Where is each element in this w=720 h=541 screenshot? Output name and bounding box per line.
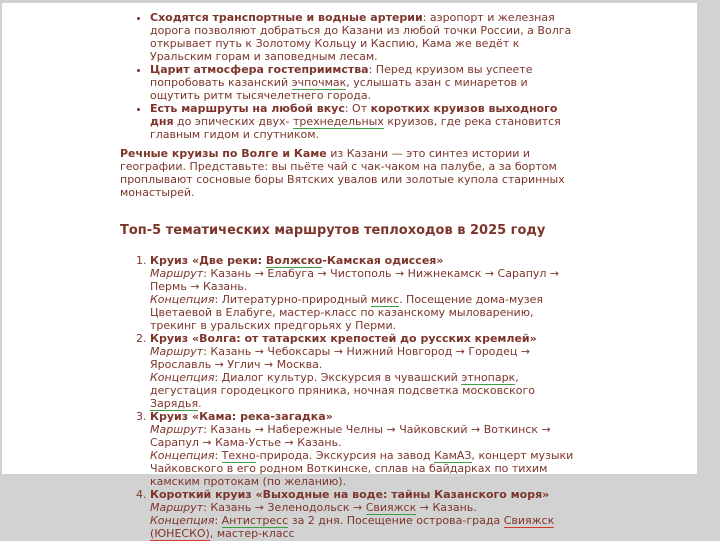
section-heading: Топ-5 тематических маршрутов теплоходов в 2025 году: [120, 223, 546, 238]
route-item: [150, 410, 576, 488]
text-segment: → Казань.: [416, 501, 477, 514]
green-underlined-term: Техно: [221, 449, 256, 462]
text-segment: : От: [344, 102, 371, 115]
route-itinerary: [150, 501, 576, 514]
bold-text: Круиз «Две реки:: [150, 254, 266, 267]
bullet-item: [150, 11, 576, 63]
route-concept: [150, 293, 576, 332]
document-content: [2, 3, 576, 540]
text-segment: : Перед круизом вы успеете попробовать казанский: [150, 63, 533, 89]
text-segment: : аэропорт и железная дорога позволяют добраться до Казани из любой точки России, а Волга открывает путь к Золотому Кольцу и Каспию, Кама же ведёт к Уральским горам и заповедным лесам.: [150, 11, 572, 63]
route-title: [150, 332, 576, 345]
text-segment: : Казань → Набережные Челны → Чайковский → Воткинск → Сарапул → Кама-Устье → Казань.: [150, 423, 551, 449]
bold-text: -Камская одиссея»: [322, 254, 444, 267]
green-underlined-term: Свияжск: [365, 501, 417, 514]
green-underlined-term: КамАЗ: [434, 449, 472, 462]
text-segment: :: [214, 449, 222, 462]
route-itinerary: [150, 267, 576, 293]
text-segment: , мастер-класс: [209, 527, 295, 540]
text-segment: .: [198, 397, 202, 410]
bold-text: Речные круизы по Волге и Каме: [120, 147, 327, 160]
text-segment: из Казани — это синтез истории и географии. Представьте: вы пьёте чай с чак-чаком на палубе, а за бортом проплывают сосновые боры Вятских увалов или золотые купола старинных монастырей.: [120, 147, 565, 199]
route-item: [150, 254, 576, 332]
route-concept: [150, 449, 576, 488]
bold-text: Сходятся транспортные и водные артерии: [150, 11, 423, 24]
green-underlined-term: микс: [370, 293, 400, 306]
text-segment: : Диалог культур. Экскурсия в чувашский: [214, 371, 462, 384]
bullet-item: [150, 102, 576, 141]
route-concept: [150, 514, 576, 540]
bold-text: Круиз «Кама: река-загадка»: [150, 410, 333, 423]
green-underlined-term: трехнедельных: [292, 115, 384, 128]
route-itinerary: [150, 423, 576, 449]
green-underlined-term: этнопарк: [461, 371, 516, 384]
route-title: [150, 410, 576, 423]
bold-text: Короткий круиз «Выходные на воде: тайны Казанского моря»: [150, 488, 550, 501]
italic-label: Концепция: [150, 371, 215, 384]
text-segment: : Литературно-природный: [214, 293, 371, 306]
text-segment: , концерт музыки Чайковского в его родном Воткинске, сплав на байдарках по тихим камским протокам (по желанию).: [150, 449, 574, 488]
text-segment: :: [214, 514, 222, 527]
green-underlined-term: Антистресс: [221, 514, 289, 527]
text-segment: . Посещение дома-музея Цветаевой в Елабуге, мастер-класс по казанскому мыловарению, трекинг в уральских предгорьях у Перми.: [150, 293, 543, 332]
route-itinerary: [150, 345, 576, 371]
italic-label: Концепция: [150, 449, 215, 462]
bullet-text: [150, 102, 561, 141]
italic-label: Маршрут: [150, 267, 204, 280]
bold-green-underlined-term: Волжско: [265, 254, 323, 267]
route-item: [150, 488, 576, 540]
text-segment: за 2 дня. Посещение острова-града: [288, 514, 504, 527]
document-page: [2, 3, 697, 540]
text-segment: : Казань → Чебоксары → Нижний Новгород → Городец → Ярославль → Углич → Москва.: [150, 345, 531, 371]
routes-list: [120, 254, 576, 540]
italic-label: Маршрут: [150, 345, 204, 358]
text-segment: до эпических двух-: [173, 115, 293, 128]
red-underlined-term: Свияжск: [503, 514, 555, 527]
bullet-text: [150, 11, 571, 63]
text-segment: : Казань → Елабуга → Чистополь → Нижнекамск → Сарапул → Пермь → Казань.: [150, 267, 560, 293]
bold-text: коротких круизов выходного дня: [150, 102, 558, 128]
text-segment: -природа. Экскурсия на завод: [255, 449, 435, 462]
route-concept: [150, 371, 576, 410]
green-underlined-term: эчпочмак: [291, 76, 347, 89]
intro-paragraph: [120, 147, 576, 199]
green-underlined-term: Зарядья: [150, 397, 199, 410]
bullet-text: [150, 63, 533, 102]
route-item: [150, 332, 576, 410]
bold-text: Круиз «Волга: от татарских крепостей до русских кремлей»: [150, 332, 537, 345]
route-title: [150, 254, 576, 267]
bullet-list: [120, 11, 576, 141]
route-title: [150, 488, 576, 501]
italic-label: Концепция: [150, 514, 215, 527]
italic-label: Маршрут: [150, 423, 204, 436]
red-underlined-term: (ЮНЕСКО): [150, 527, 210, 540]
bullet-item: [150, 63, 576, 102]
text-segment: , дегустация городецкого пряника, ночная подсветка московского: [150, 371, 536, 397]
bold-text: Царит атмосфера гостеприимства: [150, 63, 369, 76]
bold-text: Есть маршруты на любой вкус: [150, 102, 345, 115]
italic-label: Маршрут: [150, 501, 204, 514]
text-segment: : Казань → Зеленодольск →: [203, 501, 366, 514]
text-segment: круизов, где река становится главным гидом и спутником.: [150, 115, 561, 141]
text-segment: , услышать азан с минаретов и ощутить ритм тысячелетнего города.: [150, 76, 528, 102]
italic-label: Концепция: [150, 293, 215, 306]
